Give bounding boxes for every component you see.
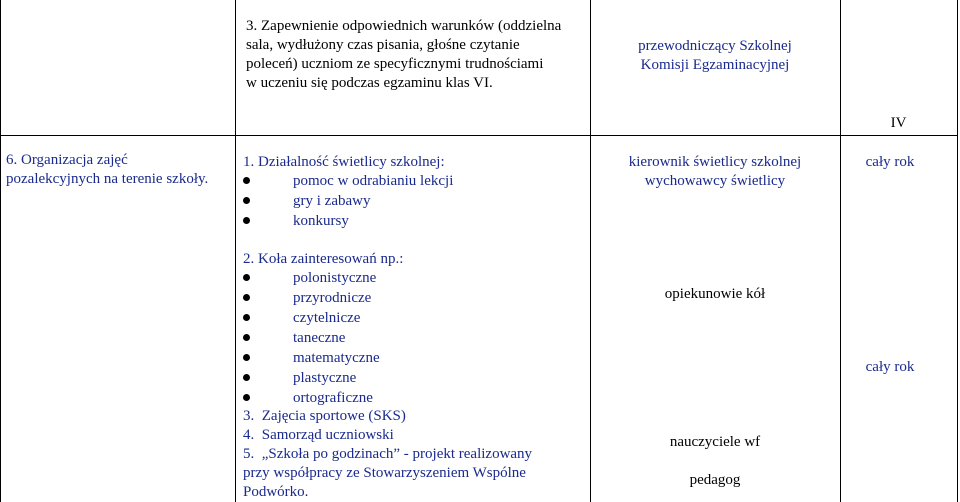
grid-column-divider-2 <box>590 0 591 502</box>
numbered-item: 3. Zajęcia sportowe (SKS) <box>243 408 406 424</box>
item1-responsible-line: kierownik świetlicy szkolnej <box>628 154 802 170</box>
numbered-item-continuation: Podwórko. <box>243 484 309 500</box>
bullet-icon <box>243 374 250 381</box>
bullet-icon <box>243 217 250 224</box>
item1-responsible-line: wychowawcy świetlicy <box>644 173 786 189</box>
grid-right-border <box>957 0 958 502</box>
grid-row-divider <box>0 135 958 136</box>
numbered-item: 5. „Szkoła po godzinach” - projekt realizowany <box>243 446 533 462</box>
numbered-item-continuation: przy współpracy ze Stowarzyszeniem Wspólne <box>243 465 526 481</box>
row3-task-line: sala, wydłużony czas pisania, głośne czytanie <box>246 37 520 53</box>
row3-task-text <box>246 17 561 93</box>
row3-responsible-line: przewodniczący Szkolnej <box>638 38 792 54</box>
row3-task-line: w uczeniu się podczas egzaminu klas VI. <box>246 75 493 91</box>
row3-task-line: 3. Zapewnienie odpowiednich warunków (oddzielna <box>246 18 562 34</box>
bullet-icon <box>243 197 250 204</box>
item1-term: cały rok <box>865 154 915 170</box>
bullet-icon <box>243 354 250 361</box>
bullet-icon <box>243 334 250 341</box>
item2-title: 2. Koła zainteresowań np.: <box>243 251 404 267</box>
grid-column-divider-1 <box>235 0 236 502</box>
item1-title: 1. Działalność świetlicy szkolnej: <box>243 154 445 170</box>
responsible-pedagog: pedagog <box>689 472 741 488</box>
bullet-icon <box>243 177 250 184</box>
numbered-item: 4. Samorząd uczniowski <box>243 427 394 443</box>
bullet-icon <box>243 394 250 401</box>
row3-responsible-line: Komisji Egzaminacyjnej <box>640 57 790 73</box>
section-label: IV <box>890 115 907 131</box>
bullet-icon <box>243 294 250 301</box>
row6-task-line: 6. Organizacja zajęć <box>6 152 128 168</box>
bullet-icon <box>243 274 250 281</box>
grid-column-divider-3 <box>840 0 841 502</box>
item2-term: cały rok <box>865 359 915 375</box>
row6-task-line: pozalekcyjnych na terenie szkoły. <box>6 171 209 187</box>
row3-responsible <box>590 37 840 75</box>
bullet-icon <box>243 314 250 321</box>
responsible-wf: nauczyciele wf <box>669 434 761 450</box>
item1-responsible <box>590 153 840 191</box>
row3-task-line: poleceń) uczniom ze specyficznymi trudnościami <box>246 56 544 72</box>
items-more <box>243 407 532 502</box>
item2-responsible: opiekunowie kół <box>664 286 766 302</box>
row6-task-text <box>6 151 208 189</box>
grid-left-border <box>0 0 1 502</box>
